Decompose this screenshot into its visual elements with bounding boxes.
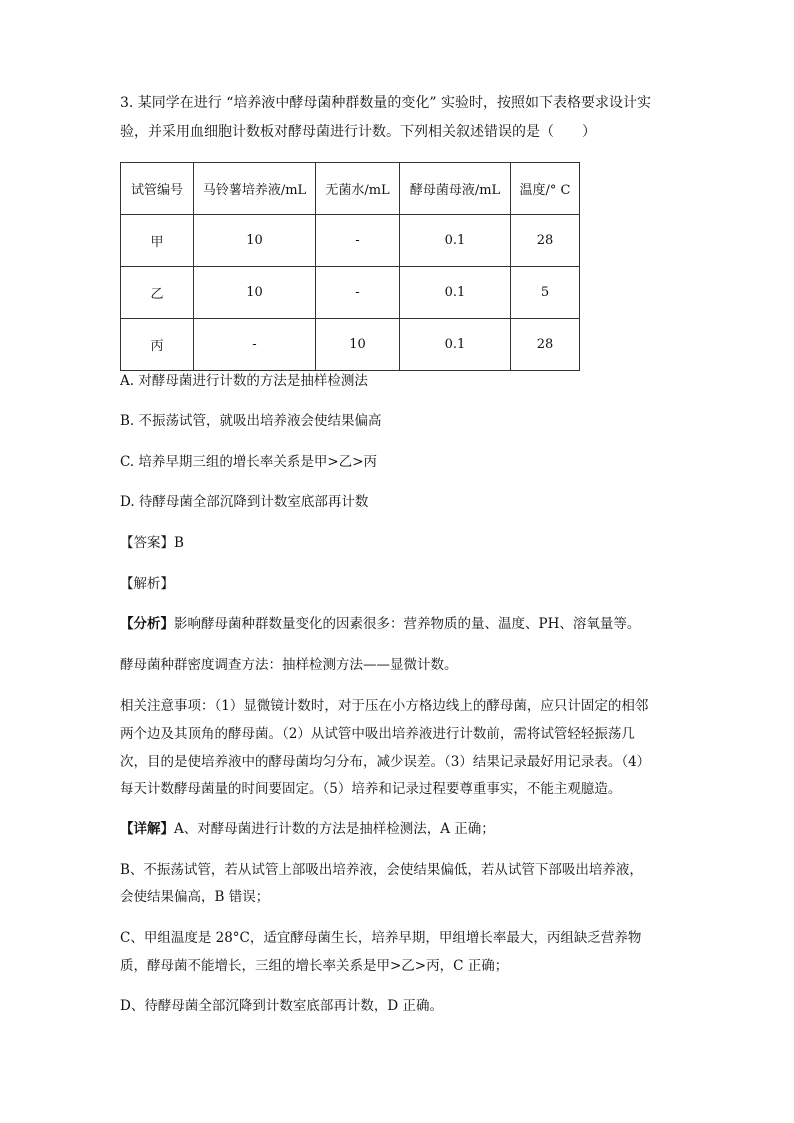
table-cell: 0.1 (400, 267, 511, 319)
detail-b-line: B、不振荡试管，若从试管上部吸出培养液，会使结果偏低，若从试管下部吸出培养液， (120, 862, 643, 878)
option-d: D. 待酵母菌全部沉降到计数室底部再计数 (120, 494, 369, 510)
detail-label: 【详解】 (120, 821, 174, 837)
question-line-2: 验，并采用血细胞计数板对酵母菌进行计数。下列相关叙述错误的是（ ） (120, 124, 596, 140)
table-cell: 0.1 (400, 319, 511, 371)
fenxi-text: 影响酵母菌种群数量变化的因素很多：营养物质的量、温度、PH、溶氧量等。 (174, 616, 641, 632)
analysis-notes-line: 每天计数酵母菌量的时间要固定。（5）培养和记录过程要尊重事实，不能主观臆造。 (120, 781, 622, 797)
table-row (121, 267, 580, 319)
table-cell: - (194, 319, 316, 371)
table-header-row (121, 163, 580, 215)
table-cell: 10 (194, 267, 316, 319)
table-cell: 28 (511, 215, 580, 267)
analysis-method: 酵母菌种群密度调查方法：抽样检测方法——显微计数。 (120, 657, 458, 673)
analysis-fenxi (120, 614, 680, 634)
analysis-notes-line: 次，目的是使培养液中的酵母菌均匀分布，减少误差。（3）结果记录最好用记录表。（4） (120, 754, 651, 770)
analysis-notes-line: 两个边及其顶角的酵母菌。（2）从试管中吸出培养液进行计数前，需将试管轻轻振荡几 (120, 726, 635, 742)
table-cell: 10 (316, 319, 400, 371)
table-row (121, 319, 580, 371)
detail-a-text: A、对酵母菌进行计数的方法是抽样检测法，A 正确； (174, 821, 495, 837)
answer-label: 【答案】 (120, 535, 174, 551)
header-cell: 无菌水/mL (316, 163, 400, 215)
table-cell: 乙 (121, 267, 194, 319)
fenxi-label: 【分析】 (120, 616, 174, 632)
detail-b-line: 会使结果偏高，B 错误； (120, 889, 270, 905)
table-cell: 5 (511, 267, 580, 319)
header-cell: 温度/° C (511, 163, 580, 215)
table-cell: - (316, 215, 400, 267)
experiment-table (120, 162, 580, 371)
table-row (121, 215, 580, 267)
answer-value: B (174, 535, 184, 551)
analysis-label: 【解析】 (120, 576, 174, 592)
table-cell: 0.1 (400, 215, 511, 267)
table-cell: 甲 (121, 215, 194, 267)
table-cell: 28 (511, 319, 580, 371)
analysis-notes-line: 相关注意事项：（1）显微镜计数时，对于压在小方格边线上的酵母菌，应只计固定的相邻 (120, 698, 649, 714)
detail-c-line: C、甲组温度是 28°C，适宜酵母菌生长，培养早期，甲组增长率最大，丙组缺乏营养物 (120, 930, 642, 946)
header-cell: 试管编号 (121, 163, 194, 215)
option-c: C. 培养早期三组的增长率关系是甲>乙>丙 (120, 454, 378, 470)
header-cell: 马铃薯培养液/mL (194, 163, 316, 215)
table-cell: 丙 (121, 319, 194, 371)
question-line-1: 3. 某同学在进行 “培养液中酵母菌种群数量的变化” 实验时，按照如下表格要求设计实 (120, 95, 652, 111)
option-a: A. 对酵母菌进行计数的方法是抽样检测法 (120, 373, 368, 389)
table-cell: 10 (194, 215, 316, 267)
answer-line (120, 533, 680, 553)
header-cell: 酵母菌母液/mL (400, 163, 511, 215)
option-b: B. 不振荡试管，就吸出培养液会使结果偏高 (120, 413, 382, 429)
table-cell: - (316, 267, 400, 319)
detail-d: D、待酵母菌全部沉降到计数室底部再计数，D 正确。 (120, 998, 443, 1014)
detail-c-line: 质，酵母菌不能增长，三组的增长率关系是甲>乙>丙，C 正确； (120, 958, 509, 974)
detail-a (120, 819, 680, 839)
